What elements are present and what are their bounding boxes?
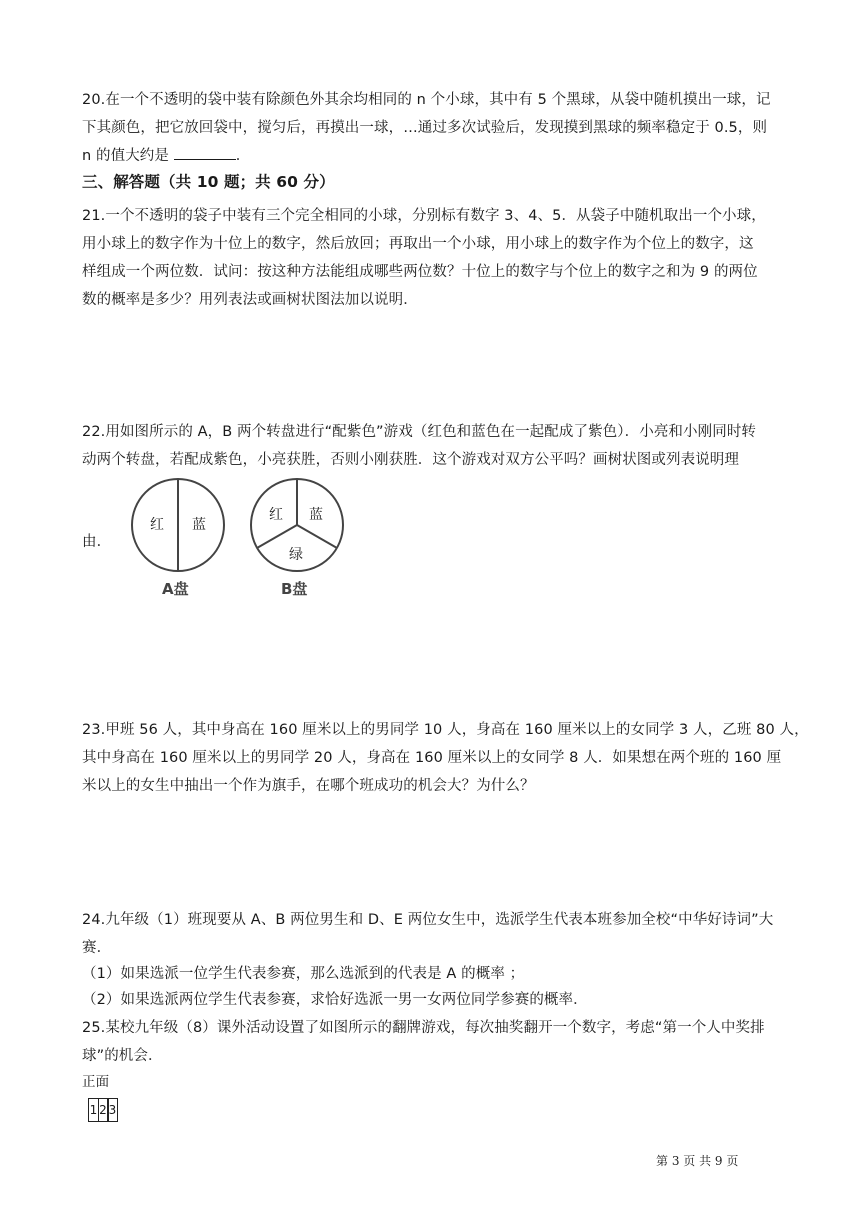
q23-line-1: 23.甲班 56 人，其中身高在 160 厘米以上的男同学 10 人，身高在 160 厘米以上的女同学 3 人，乙班 80 人， [82,722,809,738]
spinner-b-red-label: 红 [269,507,283,523]
front-label: 正面 [82,1074,110,1090]
q22-line-1: 22.用如图所示的 A，B 两个转盘进行“配紫色”游戏（红色和蓝色在一起配成了紫色）．小亮和小刚同时转 [82,424,757,440]
answer-blank[interactable] [174,147,236,160]
q24-line-1: 24.九年级（1）班现要从 A、B 两位男生和 D、E 两位女生中，选派学生代表本班参加全校“中华好诗词”大 [82,912,774,928]
q24-sub-2: （2）如果选派两位学生代表参赛，求恰好选派一男一女两位同学参赛的概率． [82,992,588,1008]
spinner-a-caption: A盘 [162,580,189,598]
q24-line-2: 赛． [82,940,112,956]
q20-line-3-prefix: n 的值大约是 [82,148,174,164]
q25-line-2: 球”的机会． [82,1048,163,1064]
spinner-a-blue-label: 蓝 [192,517,206,533]
spinner-a-red-label: 红 [150,517,164,533]
q23-line-3: 米以上的女生中抽出一个作为旗手，在哪个班成功的机会大？为什么？ [82,778,535,794]
q21-line-3: 样组成一个两位数．试问：按这种方法能组成哪些两位数？十位上的数字与个位上的数字之和为 9 的两位 [82,264,758,280]
page-number: 第 3 页 共 9 页 [656,1154,739,1168]
q25-line-1: 25.某校九年级（8）课外活动设置了如图所示的翻牌游戏，每次抽奖翻开一个数字，考虑“第一个人中奖排 [82,1020,765,1036]
card-row [88,1098,117,1122]
q21-line-4: 数的概率是多少？用列表法或画树状图法加以说明． [82,292,418,308]
card-2[interactable]: 2 [98,1098,109,1122]
spinner-b-caption: B盘 [281,580,308,598]
q21-line-2: 用小球上的数字作为十位上的数字，然后放回；再取出一个小球，用小球上的数字作为个位上的数字，这 [82,236,754,252]
q20-line-2: 下其颜色，把它放回袋中，搅匀后，再摸出一球，…通过多次试验后，发现摸到黑球的频率稳定于 0.5，则 [82,120,768,136]
section-heading: 三、解答题（共 10 题；共 60 分） [82,173,335,191]
spinner-b [247,477,347,573]
spinner-b-green-label: 绿 [289,547,303,563]
card-3[interactable]: 3 [107,1098,118,1122]
spinner-b-blue-label: 蓝 [309,507,323,523]
spinner-a [128,477,228,573]
q20-line-1: 20.在一个不透明的袋中装有除颜色外其余均相同的 n 个小球，其中有 5 个黑球，从袋中随机摸出一球，记 [82,92,771,108]
q24-sub-1: （1）如果选派一位学生代表参赛，那么选派到的代表是 A 的概率 ； [82,966,525,982]
q20-line-3-suffix: ． [235,148,251,164]
q21-line-1: 21.一个不透明的袋子中装有三个完全相同的小球，分别标有数字 3、4、5．从袋子中随机取出一个小球， [82,208,766,224]
q22-line-3: 由． [82,534,112,550]
q22-line-2: 动两个转盘，若配成紫色，小亮获胜，否则小刚获胜．这个游戏对双方公平吗？画树状图或列表说明理 [82,452,739,468]
q20-line-3 [82,144,250,165]
card-1[interactable]: 1 [88,1098,99,1122]
q23-line-2: 其中身高在 160 厘米以上的男同学 20 人，身高在 160 厘米以上的女同学 8 人．如果想在两个班的 160 厘 [82,750,782,766]
